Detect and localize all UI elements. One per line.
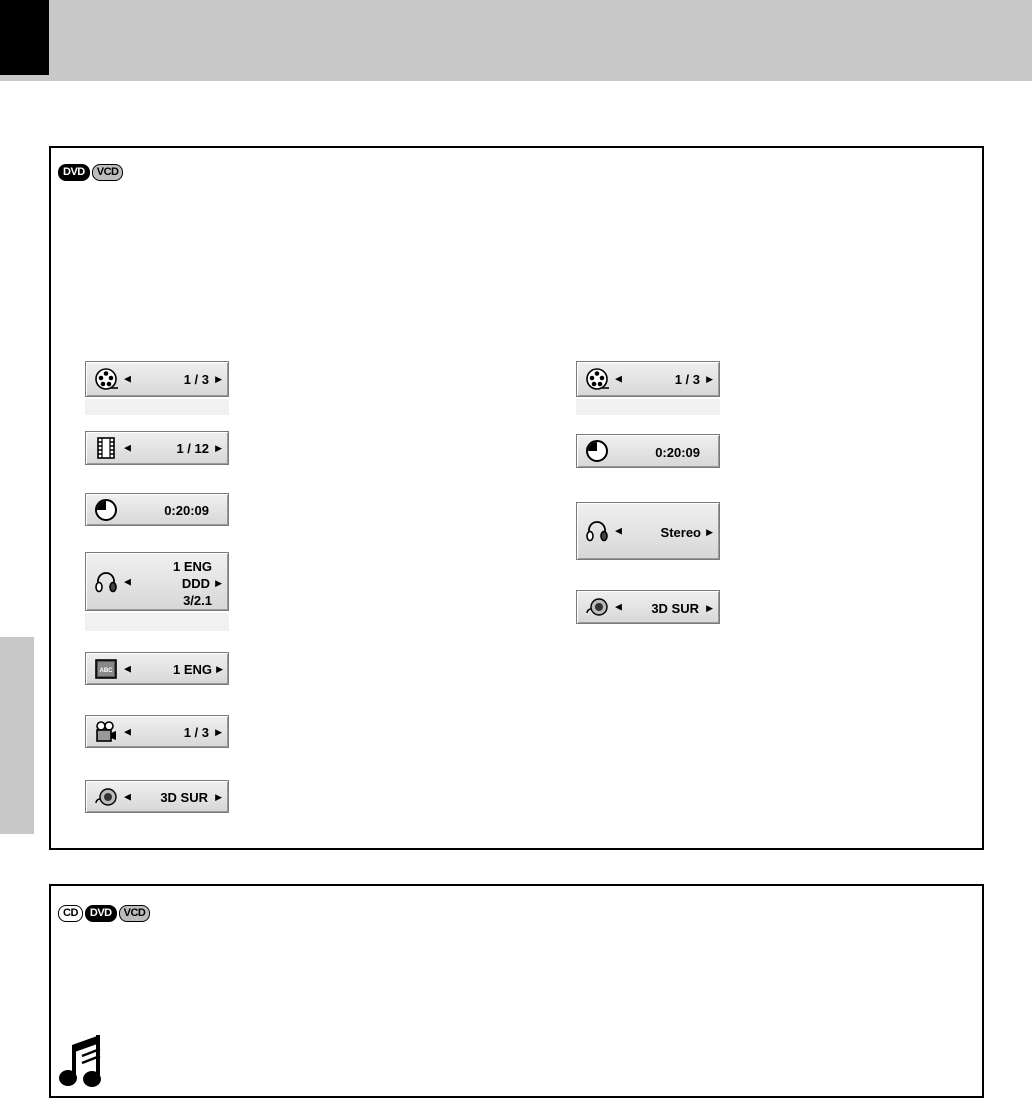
disc-badges <box>58 905 150 922</box>
left-arrow-icon: ◀ <box>124 576 131 586</box>
left-arrow-icon: ◀ <box>615 525 622 536</box>
right-arrow-icon: ▶ <box>215 578 222 588</box>
osd-subtitle-value: 1 ENG <box>172 662 212 677</box>
clock-icon <box>94 498 118 522</box>
right-arrow-icon: ▶ <box>706 603 713 613</box>
chapter-film-icon <box>94 436 118 460</box>
music-panel <box>49 884 984 1098</box>
left-arrow-icon: ◀ <box>124 442 131 453</box>
dvd-badge: DVD <box>58 164 90 181</box>
osd-audio-language: 1 ENG <box>172 559 212 574</box>
left-arrow-icon: ◀ <box>124 373 131 384</box>
osd-vcd-audio-value: Stereo <box>660 525 701 540</box>
osd-title-value: 1 / 3 <box>183 372 209 387</box>
subtitle-abc-icon <box>94 657 118 681</box>
osd-time-value: 0:20:09 <box>164 503 209 518</box>
header-band <box>0 0 1032 81</box>
disc-badges <box>58 164 123 181</box>
osd-vcd-sound-value: 3D SUR <box>651 601 699 616</box>
right-arrow-icon: ▶ <box>215 727 222 737</box>
headphones-icon <box>94 570 118 594</box>
left-arrow-icon: ◀ <box>615 601 622 612</box>
right-arrow-icon: ▶ <box>215 374 222 384</box>
svg-text:ABC: ABC <box>99 667 113 674</box>
cd-badge: CD <box>58 905 83 922</box>
osd-shadow <box>85 613 229 631</box>
osd-shadow <box>85 399 229 415</box>
right-arrow-icon: ▶ <box>216 664 223 674</box>
osd-audio-format: DDD <box>181 576 210 591</box>
dvd-badge: DVD <box>85 905 117 922</box>
music-note-icon <box>58 1031 106 1089</box>
section-marker-block <box>0 0 49 75</box>
vcd-badge: VCD <box>92 164 124 181</box>
right-arrow-icon: ▶ <box>215 792 222 802</box>
title-reel-icon <box>585 367 609 391</box>
osd-angle-value: 1 / 3 <box>183 725 209 740</box>
left-arrow-icon: ◀ <box>124 663 131 673</box>
clock-icon <box>585 439 609 463</box>
left-arrow-icon: ◀ <box>615 373 622 384</box>
side-index-tab <box>0 637 34 834</box>
title-reel-icon <box>94 367 118 391</box>
speaker-icon <box>585 595 609 619</box>
osd-vcd-time-value: 0:20:09 <box>655 445 700 460</box>
osd-shadow <box>576 399 720 415</box>
left-arrow-icon: ◀ <box>124 791 131 801</box>
right-arrow-icon: ▶ <box>706 527 713 537</box>
camera-angle-icon <box>94 720 118 744</box>
headphones-icon <box>585 519 609 543</box>
osd-vcd-track-value: 1 / 3 <box>674 372 700 387</box>
right-arrow-icon: ▶ <box>706 374 713 384</box>
osd-chapter-value: 1 / 12 <box>176 441 209 456</box>
vcd-badge: VCD <box>119 905 151 922</box>
speaker-icon <box>94 785 118 809</box>
left-arrow-icon: ◀ <box>124 726 131 736</box>
right-arrow-icon: ▶ <box>215 443 222 453</box>
osd-audio-channels: 3/2.1 <box>183 593 212 608</box>
osd-sound-value: 3D SUR <box>160 790 208 805</box>
